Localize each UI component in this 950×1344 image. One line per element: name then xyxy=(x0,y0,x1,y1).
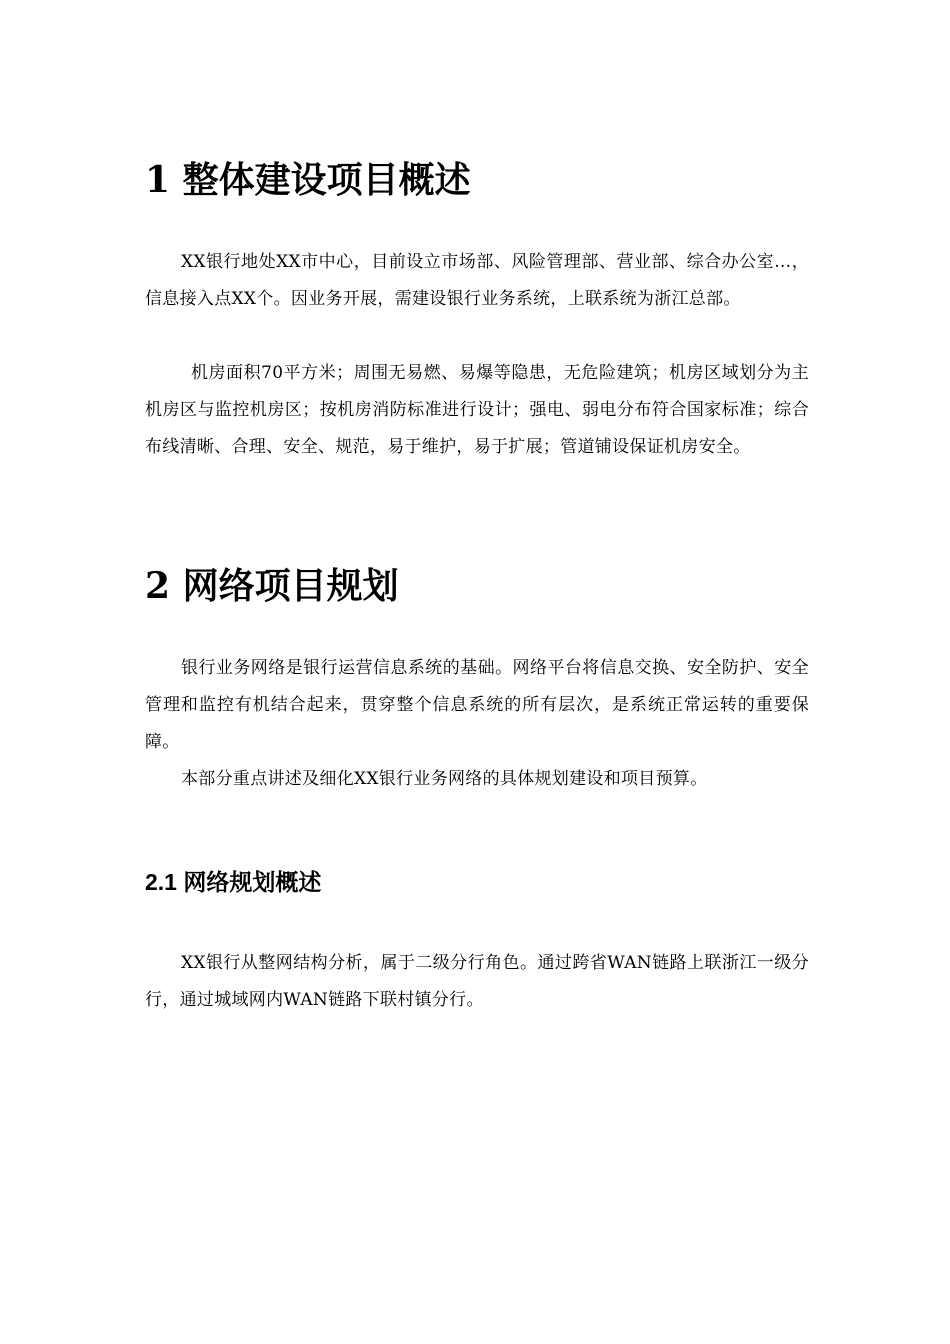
paragraph-1-2: 机房面积70平方米；周围无易燃、易爆等隐患，无危险建筑；机房区域划分为主机房区与监控机房区；按机房消防标准进行设计；强电、弱电分布符合国家标准；综合布线清晰、合理、安全、规范，易于维护，易于扩展；管道铺设保证机房安全。 xyxy=(145,363,809,457)
paragraph-2-2: 本部分重点讲述及细化XX银行业务网络的具体规划建设和项目预算。 xyxy=(181,769,708,789)
section-heading-1: 1 整体建设项目概述 xyxy=(145,159,471,201)
paragraph-2-1: 银行业务网络是银行运营信息系统的基础。网络平台将信息交换、安全防护、安全管理和监控有机结合起来，贯穿整个信息系统的所有层次，是系统正常运转的重要保障。 xyxy=(145,658,809,752)
paragraph-1-1: XX银行地处XX市中心，目前设立市场部、风险管理部、营业部、综合办公室…，信息接入点XX个。因业务开展，需建设银行业务系统，上联系统为浙江总部。 xyxy=(145,252,809,309)
section-heading-2: 2 网络项目规划 xyxy=(145,565,399,607)
paragraph-2-1-1: XX银行从整网结构分析，属于二级分行角色。通过跨省WAN链路上联浙江一级分行，通过城域网内WAN链路下联村镇分行。 xyxy=(145,953,809,1010)
subsection-heading-2-1: 2.1 网络规划概述 xyxy=(145,869,322,895)
